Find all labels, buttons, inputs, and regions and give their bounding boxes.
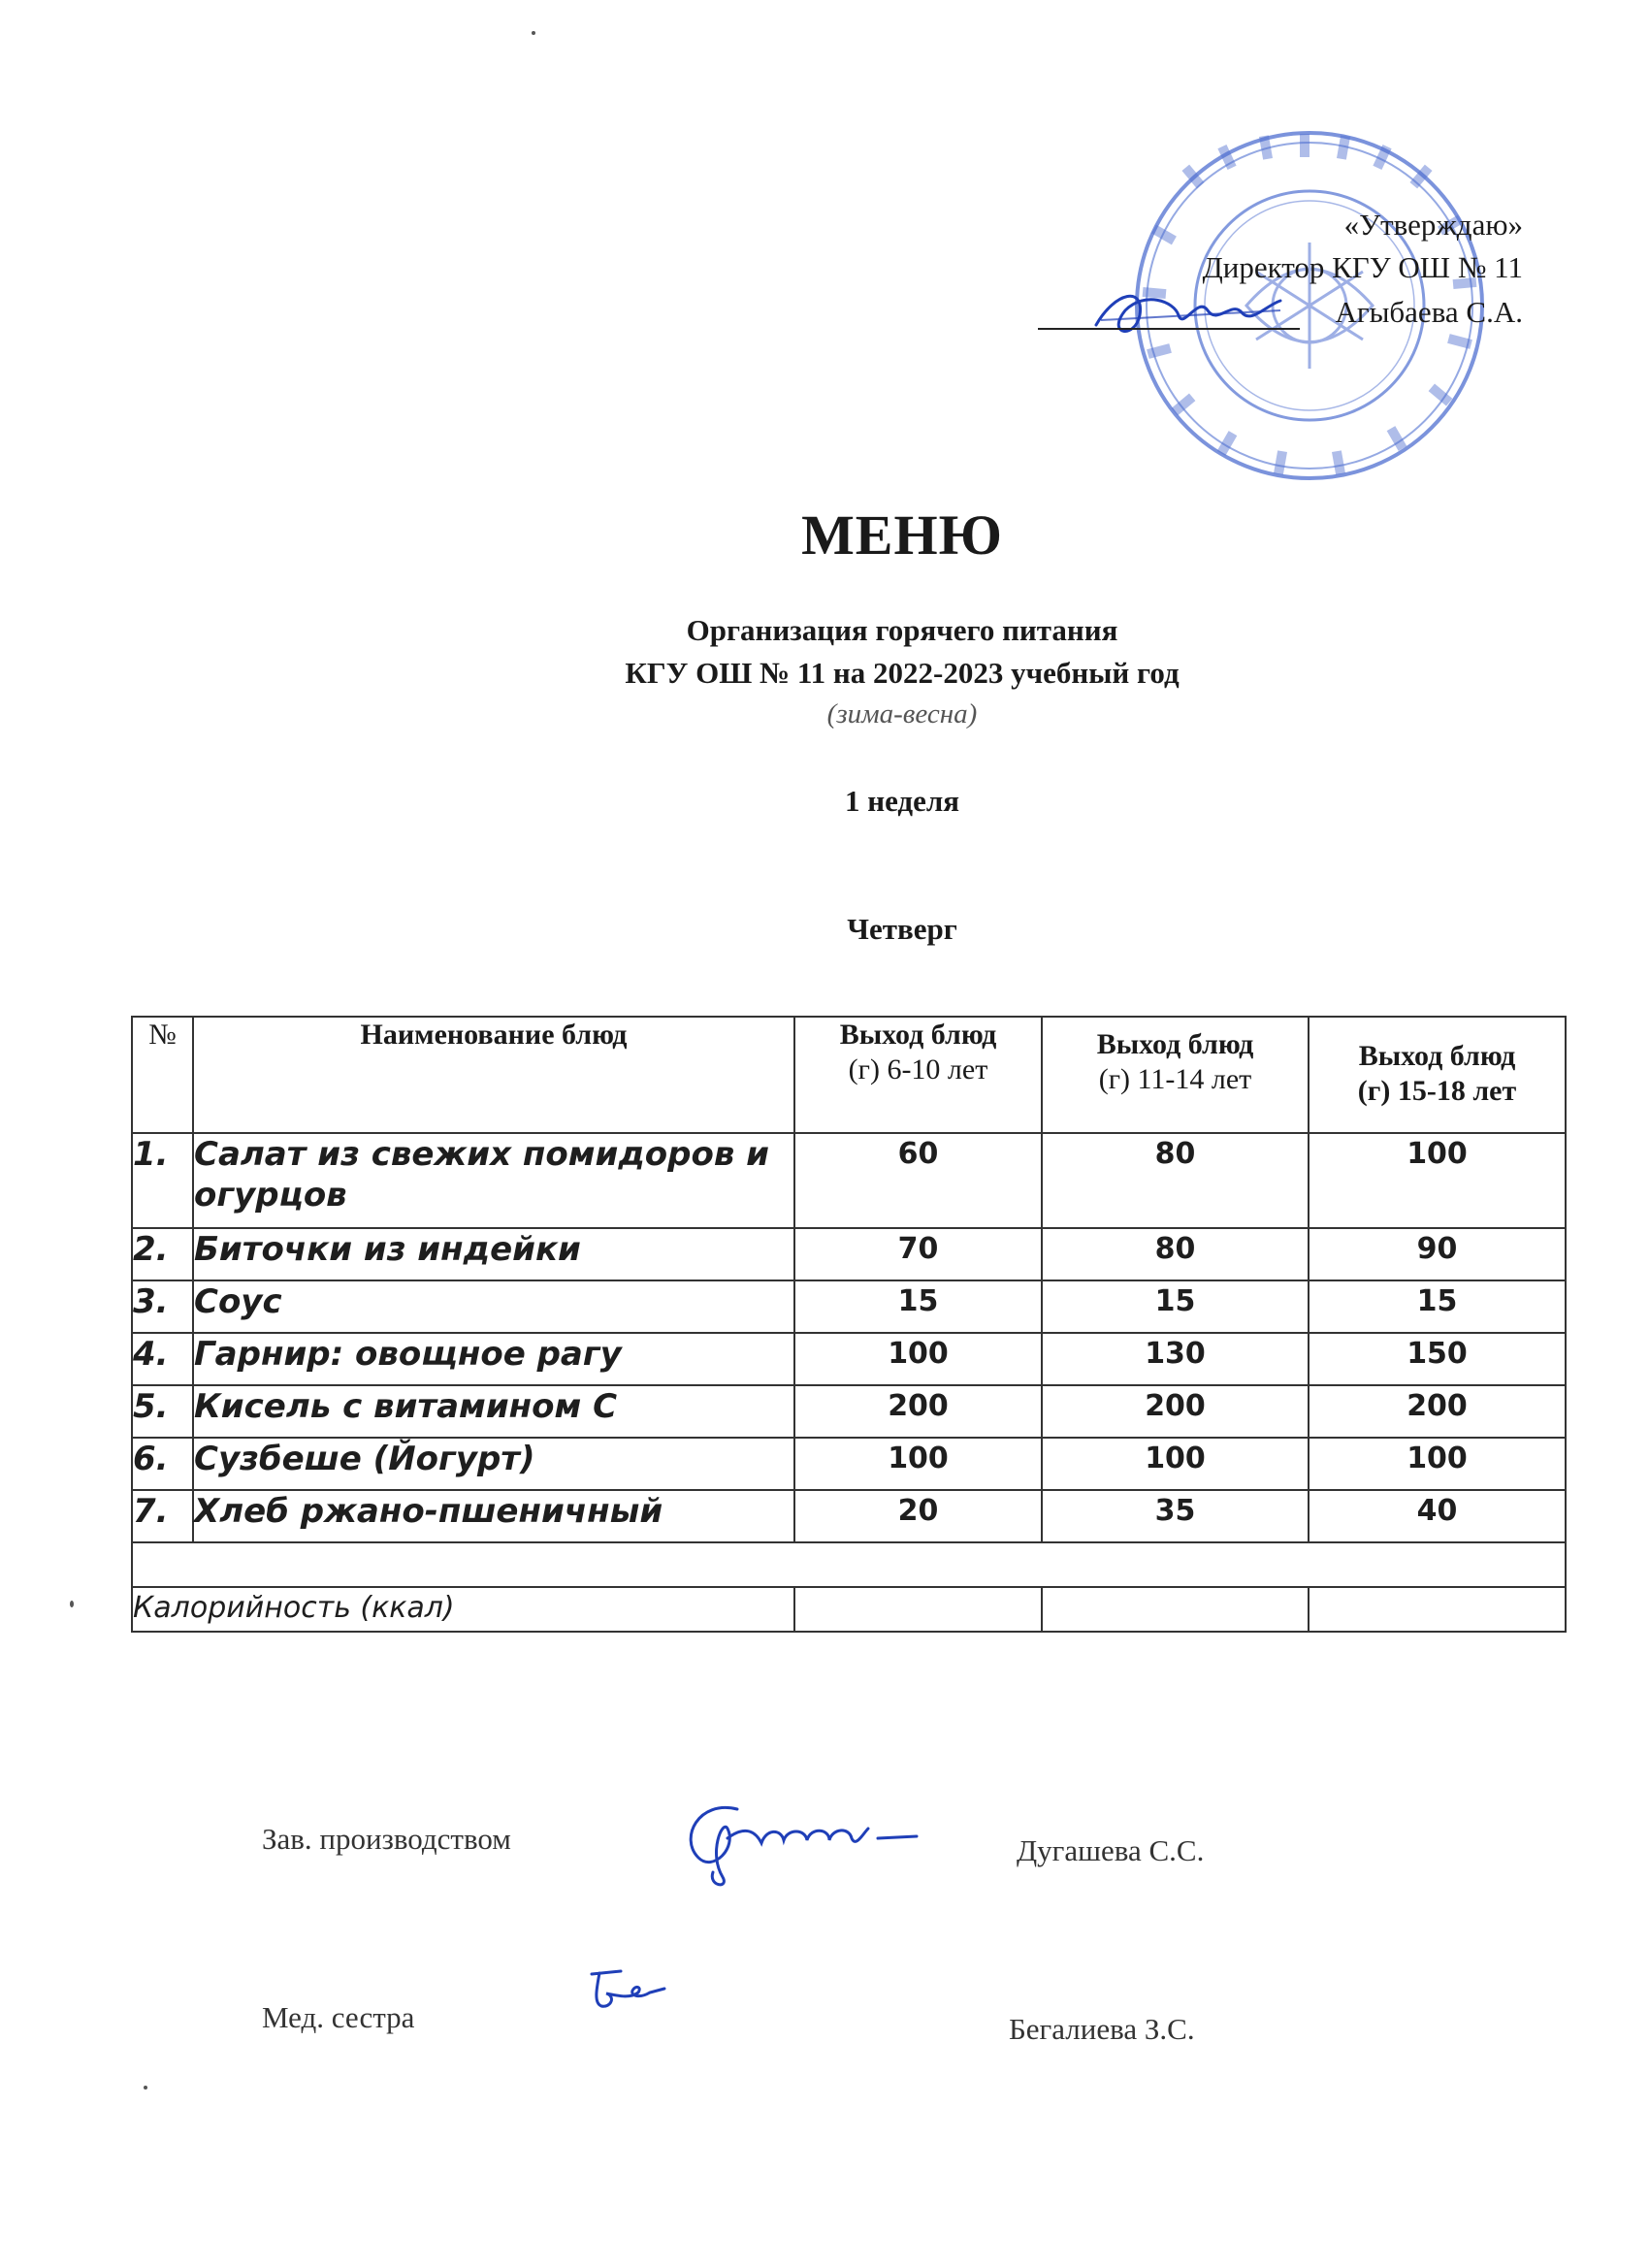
output-6-10: 200: [794, 1385, 1042, 1438]
day-label: Четверг: [847, 912, 957, 946]
calories-11-14: [1042, 1587, 1309, 1632]
output-6-10: 70: [794, 1228, 1042, 1280]
row-number: 3.: [132, 1280, 193, 1333]
row-number: 7.: [132, 1490, 193, 1542]
output-11-14: 15: [1042, 1280, 1309, 1333]
header-output-6-10-line2: (г) 6-10 лет: [848, 1053, 988, 1085]
header-output-15-18-line1: Выход блюд: [1358, 1040, 1516, 1072]
week-label: 1 неделя: [844, 784, 960, 818]
dish-name: Биточки из индейки: [193, 1228, 794, 1280]
calories-label: Калорийность (ккал): [132, 1587, 794, 1632]
output-11-14: 130: [1042, 1333, 1309, 1385]
output-6-10: 20: [794, 1490, 1042, 1542]
output-11-14: 100: [1042, 1438, 1309, 1490]
output-6-10: 60: [794, 1133, 1042, 1228]
dish-name: Кисель с витамином С: [193, 1385, 794, 1438]
header-output-15-18-line2: (г) 15-18 лет: [1357, 1075, 1517, 1107]
output-6-10: 15: [794, 1280, 1042, 1333]
header-output-11-14-line1: Выход блюд: [1096, 1028, 1254, 1060]
header-number: №: [132, 1017, 193, 1133]
output-11-14: 35: [1042, 1490, 1309, 1542]
table-row: [132, 1228, 1566, 1280]
dish-name: Хлеб ржано-пшеничный: [193, 1490, 794, 1542]
blank-row: [132, 1542, 1566, 1587]
dish-name: Салат из свежих помидоров и огурцов: [193, 1133, 794, 1228]
calories-row: [132, 1587, 1566, 1632]
output-11-14: 200: [1042, 1385, 1309, 1438]
output-6-10: 100: [794, 1333, 1042, 1385]
table-row: [132, 1438, 1566, 1490]
table-row: [132, 1280, 1566, 1333]
season-label: (зима-весна): [826, 698, 978, 729]
organization-line-1: Организация горячего питания: [686, 613, 1118, 647]
menu-table: [131, 1016, 1567, 1633]
approval-position: Директор КГУ ОШ № 11: [1202, 250, 1523, 284]
header-output-6-10-line1: Выход блюд: [839, 1019, 997, 1051]
dish-name: Сузбеше (Йогурт): [193, 1438, 794, 1490]
row-number: 6.: [132, 1438, 193, 1490]
output-11-14: 80: [1042, 1228, 1309, 1280]
production-manager-signature: [669, 1780, 951, 1892]
row-number: 4.: [132, 1333, 193, 1385]
dish-name: Соус: [193, 1280, 794, 1333]
header-output-11-14-line2: (г) 11-14 лет: [1098, 1063, 1252, 1095]
output-6-10: 100: [794, 1438, 1042, 1490]
header-output-6-10: [794, 1017, 1042, 1133]
calories-15-18: [1309, 1587, 1566, 1632]
header-output-15-18: [1309, 1017, 1566, 1133]
approval-director-name: Агыбаева С.А.: [1335, 295, 1523, 329]
table-header-row: [132, 1017, 1566, 1133]
nurse-name: Бегалиева З.С.: [1009, 2012, 1195, 2046]
scan-speck: [70, 1601, 74, 1607]
output-15-18: 150: [1309, 1333, 1566, 1385]
table-row: [132, 1333, 1566, 1385]
organization-line-2: КГУ ОШ № 11 на 2022-2023 учебный год: [625, 656, 1180, 690]
approval-heading: «Утверждаю»: [1343, 208, 1523, 242]
table-row: [132, 1133, 1566, 1228]
row-number: 5.: [132, 1385, 193, 1438]
output-11-14: 80: [1042, 1133, 1309, 1228]
scan-speck: [532, 31, 535, 35]
scan-speck: [144, 2086, 147, 2090]
header-output-11-14: [1042, 1017, 1309, 1133]
nurse-label: Мед. сестра: [262, 2000, 415, 2034]
page-title: МЕНЮ: [801, 503, 1003, 567]
table-row: [132, 1385, 1566, 1438]
blank-cell: [132, 1542, 1566, 1587]
output-15-18: 15: [1309, 1280, 1566, 1333]
header-dish-name: Наименование блюд: [193, 1017, 794, 1133]
output-15-18: 90: [1309, 1228, 1566, 1280]
production-manager-label: Зав. производством: [262, 1822, 511, 1856]
calories-6-10: [794, 1587, 1042, 1632]
table-row: [132, 1490, 1566, 1542]
signature-line: [1038, 328, 1300, 330]
output-15-18: 200: [1309, 1385, 1566, 1438]
output-15-18: 100: [1309, 1133, 1566, 1228]
output-15-18: 100: [1309, 1438, 1566, 1490]
nurse-signature: [582, 1960, 679, 2018]
row-number: 1.: [132, 1133, 193, 1228]
row-number: 2.: [132, 1228, 193, 1280]
production-manager-name: Дугашева С.С.: [1017, 1833, 1205, 1867]
dish-name: Гарнир: овощное рагу: [193, 1333, 794, 1385]
output-15-18: 40: [1309, 1490, 1566, 1542]
